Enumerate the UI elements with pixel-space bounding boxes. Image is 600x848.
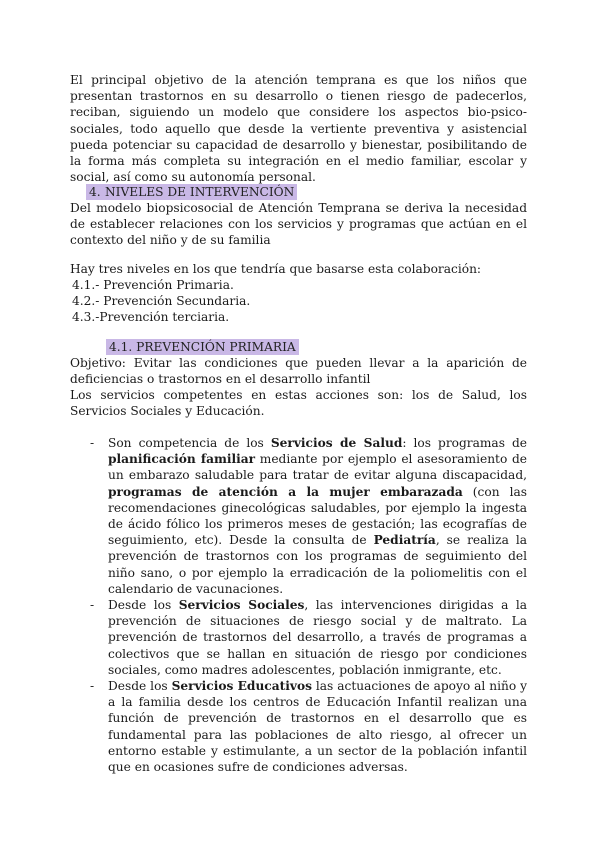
section-41-heading: 4.1. PREVENCIÓN PRIMARIA xyxy=(106,339,299,355)
services-list xyxy=(90,435,527,775)
list-item-health xyxy=(90,435,527,597)
levels-intro: Hay tres niveles en los que tendría que basarse esta colaboración: xyxy=(70,262,482,276)
services-paragraph: Los servicios competentes en estas acciones son: los de Salud, los Servicios Sociales y Educación. xyxy=(70,388,527,419)
list-item-text: Desde los Servicios Sociales, las intervenciones dirigidas a la prevención de situaciones de riesgo social y de maltrato. La prevención de trastornos del desarrollo, a través de programas a colectivos que se hallan en situación de riesgo por condiciones sociales, como madres adolescentes, población inmigrante, etc. xyxy=(108,598,527,677)
section-4-heading xyxy=(86,184,297,200)
intro-paragraph: El principal objetivo de la atención temprana es que los niños que presentan trastornos en su desarrollo o tienen riesgo de padecerlos, reciban, siguiendo un modelo que considere los aspectos bio-psico-sociales, todo aquello que desde la vertiente preventiva y asistencial pueda potenciar su capacidad de desarrollo y bienestar, posibilitando de la forma más completa su integración en el medio familiar, escolar y social, así como su autonomía personal. xyxy=(70,73,527,185)
bullet-dash: - xyxy=(90,436,95,450)
level-item: 4.1.- Prevención Primaria. xyxy=(72,278,234,292)
levels-list xyxy=(72,277,529,326)
list-item-text: Son competencia de los Servicios de Salud: los programas de planificación familiar mediante por ejemplo el asesoramiento de un embarazo saludable para tratar de evitar alguna discapacidad, programas de atención a la mujer embarazada (con las recomendaciones ginecológicas saludables, por ejemplo la ingesta de ácido fólico los primeros meses de gestación; las ecografías de seguimiento, etc). Desde la consulta de Pediatría, se realiza la prevención de trastornos con los programas de seguimiento del niño sano, o por ejemplo la erradicación de la poliomelitis con el calendario de vacunaciones. xyxy=(108,436,528,596)
section-4-title: NIVELES DE INTERVENCIÓN xyxy=(105,185,295,199)
level-item: 4.3.-Prevención terciaria. xyxy=(72,310,230,325)
objective-paragraph: Objetivo: Evitar las condiciones que pueden llevar a la aparición de deficiencias o trastornos en el desarrollo infantil xyxy=(70,356,527,387)
section-4-paragraph: Del modelo biopsicosocial de Atención Temprana se deriva la necesidad de establecer relaciones con los servicios y programas que actúan en el contexto del niño y de su familia xyxy=(70,201,527,248)
section-4-number: 4. xyxy=(89,185,101,199)
section-41-heading-row xyxy=(70,339,527,355)
list-item-text: Desde los Servicios Educativos las actuaciones de apoyo al niño y a la familia desde los centros de Educación Infantil realizan una función de prevención de trastornos en el desarrollo que es fundamental para las poblaciones de alto riesgo, al ofrecer un entorno estable y estimulante, a un sector de la población infantil que en ocasiones sufre de condiciones adversas. xyxy=(108,679,527,775)
list-item-social xyxy=(90,597,527,678)
list-item-education xyxy=(90,678,527,775)
level-item: 4.2.- Prevención Secundaria. xyxy=(72,294,251,309)
section-4-heading-row xyxy=(70,184,527,200)
bullet-dash: - xyxy=(90,598,95,613)
bullet-dash: - xyxy=(90,679,95,694)
